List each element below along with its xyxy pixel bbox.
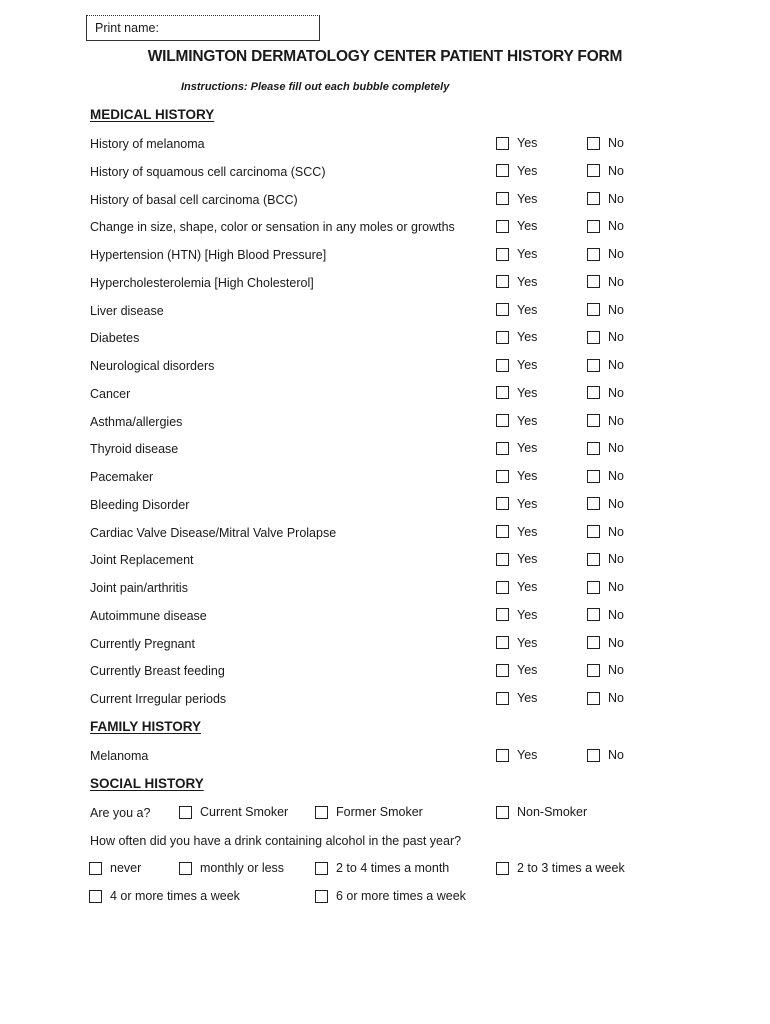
yes-option[interactable]: [496, 552, 537, 566]
question-label: Liver disease: [90, 303, 164, 318]
alcohol-option[interactable]: 2 to 3 times a week: [496, 861, 625, 875]
no-checkbox[interactable]: [587, 525, 600, 538]
yes-label: Yes: [517, 219, 538, 234]
social-history-heading: SOCIAL HISTORY: [90, 776, 204, 791]
yes-checkbox[interactable]: [496, 497, 509, 510]
question-label: History of melanoma: [90, 137, 205, 151]
yes-checkbox[interactable]: [496, 275, 509, 288]
no-checkbox[interactable]: [587, 608, 600, 621]
print-name-field[interactable]: [86, 15, 320, 41]
yes-option[interactable]: [496, 219, 537, 233]
yes-checkbox[interactable]: [496, 470, 509, 483]
yes-checkbox[interactable]: [496, 692, 509, 705]
yes-label: Yes: [517, 607, 538, 622]
checkbox[interactable]: [179, 862, 192, 875]
yes-label: Yes: [517, 191, 538, 206]
no-label: No: [608, 441, 624, 456]
yes-checkbox[interactable]: [496, 553, 509, 566]
question-label: Cancer: [90, 386, 131, 401]
yes-checkbox[interactable]: [496, 331, 509, 344]
yes-option[interactable]: [496, 164, 537, 178]
alcohol-option[interactable]: 2 to 4 times a month: [315, 861, 449, 875]
no-option[interactable]: [587, 219, 624, 233]
no-checkbox[interactable]: [587, 192, 600, 205]
yes-label: Yes: [517, 635, 538, 650]
no-option[interactable]: [587, 275, 624, 289]
print-name-label: Print name:: [95, 21, 159, 35]
no-checkbox[interactable]: [587, 137, 600, 150]
question-label: Thyroid disease: [90, 442, 179, 457]
no-label: No: [608, 748, 624, 762]
no-label: No: [608, 330, 624, 345]
yes-label: Yes: [517, 441, 538, 456]
no-option[interactable]: [587, 691, 624, 705]
no-checkbox[interactable]: [587, 386, 600, 399]
yes-option[interactable]: [496, 330, 537, 344]
no-option[interactable]: [587, 136, 624, 150]
yes-option[interactable]: [496, 275, 537, 289]
no-label: No: [608, 163, 624, 178]
medical-history-heading: MEDICAL HISTORY: [90, 107, 215, 122]
no-option[interactable]: [587, 441, 624, 455]
yes-option[interactable]: [496, 441, 537, 455]
question-label: Asthma/allergies: [90, 414, 183, 429]
no-option[interactable]: [587, 608, 624, 622]
no-option[interactable]: [587, 469, 624, 483]
yes-checkbox[interactable]: [496, 220, 509, 233]
no-option[interactable]: [587, 358, 624, 372]
question-label: History of basal cell carcinoma (BCC): [90, 192, 298, 207]
yes-option[interactable]: [496, 303, 537, 317]
no-option[interactable]: [587, 303, 624, 317]
no-checkbox[interactable]: [587, 692, 600, 705]
no-checkbox[interactable]: [587, 636, 600, 649]
no-checkbox[interactable]: [587, 497, 600, 510]
no-label: No: [608, 274, 624, 289]
question-label: Cardiac Valve Disease/Mitral Valve Prolapse: [90, 525, 337, 540]
no-option[interactable]: [587, 663, 624, 677]
no-label: No: [608, 247, 624, 261]
no-option[interactable]: [587, 247, 624, 261]
question-label: Pacemaker: [90, 470, 154, 484]
yes-checkbox[interactable]: [496, 636, 509, 649]
no-label: No: [608, 413, 624, 428]
no-label: No: [608, 385, 624, 400]
smoker-option[interactable]: Non-Smoker: [496, 805, 587, 819]
yes-label: Yes: [517, 247, 538, 261]
no-option[interactable]: [587, 330, 624, 344]
yes-label: Yes: [517, 496, 538, 511]
no-label: No: [608, 524, 624, 539]
no-option[interactable]: [587, 497, 624, 511]
yes-checkbox[interactable]: [496, 608, 509, 621]
question-label: History of squamous cell carcinoma (SCC): [90, 164, 326, 179]
question-label: Diabetes: [90, 331, 140, 346]
question-label: Currently Breast feeding: [90, 664, 225, 679]
question-label: Bleeding Disorder: [90, 497, 190, 512]
no-option[interactable]: [587, 636, 624, 650]
no-option[interactable]: [587, 580, 624, 594]
no-checkbox[interactable]: [587, 581, 600, 594]
smoker-question: Are you a?: [90, 806, 151, 820]
yes-checkbox[interactable]: [496, 581, 509, 594]
yes-checkbox[interactable]: [496, 164, 509, 177]
question-label: Neurological disorders: [90, 359, 215, 373]
yes-checkbox[interactable]: [496, 248, 509, 261]
no-label: No: [608, 691, 624, 705]
family-history-heading: FAMILY HISTORY: [90, 719, 202, 734]
no-checkbox[interactable]: [587, 220, 600, 233]
no-label: No: [608, 136, 624, 150]
no-option[interactable]: [587, 192, 624, 206]
alcohol-question: How often did you have a drink containing alcohol in the past year?: [90, 834, 462, 848]
no-checkbox[interactable]: [587, 749, 600, 762]
yes-label: Yes: [517, 469, 538, 483]
checkbox[interactable]: [315, 890, 328, 903]
yes-option[interactable]: [496, 469, 537, 483]
no-label: No: [608, 496, 624, 511]
yes-option[interactable]: [496, 748, 537, 762]
no-checkbox[interactable]: [587, 553, 600, 566]
yes-option[interactable]: [496, 386, 537, 400]
yes-checkbox[interactable]: [496, 386, 509, 399]
yes-label: Yes: [517, 748, 538, 762]
no-option[interactable]: [587, 748, 624, 762]
yes-option[interactable]: [496, 497, 537, 511]
yes-label: Yes: [517, 274, 538, 289]
no-checkbox[interactable]: [587, 442, 600, 455]
question-label: Joint pain/arthritis: [90, 581, 188, 595]
no-label: No: [608, 580, 624, 594]
alcohol-option[interactable]: monthly or less: [179, 861, 284, 875]
yes-label: Yes: [517, 358, 538, 372]
checkbox[interactable]: [179, 806, 192, 819]
yes-checkbox[interactable]: [496, 303, 509, 316]
no-label: No: [608, 469, 624, 483]
no-checkbox[interactable]: [587, 248, 600, 261]
yes-checkbox[interactable]: [496, 525, 509, 538]
question-label: Autoimmune disease: [90, 608, 207, 623]
smoker-option[interactable]: Former Smoker: [315, 805, 423, 819]
instructions: Instructions: Please fill out each bubble completely: [181, 81, 450, 93]
yes-option[interactable]: [496, 414, 537, 428]
smoker-option[interactable]: Current Smoker: [179, 805, 288, 819]
alcohol-option[interactable]: 4 or more times a week: [89, 889, 240, 903]
alcohol-option[interactable]: 6 or more times a week: [315, 889, 466, 903]
yes-label: Yes: [517, 163, 538, 178]
no-checkbox[interactable]: [587, 164, 600, 177]
yes-checkbox[interactable]: [496, 442, 509, 455]
no-option[interactable]: [587, 552, 624, 566]
question-label: Change in size, shape, color or sensation in any moles or growths: [90, 220, 455, 235]
no-label: No: [608, 552, 624, 567]
form-title: WILMINGTON DERMATOLOGY CENTER PATIENT HISTORY FORM: [147, 48, 623, 65]
yes-label: Yes: [517, 302, 538, 317]
no-label: No: [608, 219, 624, 234]
no-option[interactable]: [587, 414, 624, 428]
yes-label: Yes: [517, 663, 538, 678]
yes-option[interactable]: [496, 691, 537, 705]
no-checkbox[interactable]: [587, 359, 600, 372]
checkbox[interactable]: [89, 862, 102, 875]
yes-option[interactable]: [496, 663, 537, 677]
no-checkbox[interactable]: [587, 470, 600, 483]
yes-option[interactable]: [496, 358, 537, 372]
yes-checkbox[interactable]: [496, 359, 509, 372]
no-checkbox[interactable]: [587, 303, 600, 316]
yes-option[interactable]: [496, 192, 537, 206]
no-label: No: [608, 663, 624, 678]
yes-option[interactable]: [496, 580, 537, 594]
yes-option[interactable]: [496, 636, 537, 650]
no-label: No: [608, 302, 624, 317]
yes-label: Yes: [517, 580, 538, 594]
yes-checkbox[interactable]: [496, 664, 509, 677]
no-checkbox[interactable]: [587, 331, 600, 344]
question-label: Hypercholesterolemia [High Cholesterol]: [90, 275, 314, 290]
no-option[interactable]: [587, 525, 624, 539]
yes-checkbox[interactable]: [496, 192, 509, 205]
yes-label: Yes: [517, 136, 538, 150]
question-label: Currently Pregnant: [90, 636, 195, 651]
question-label: Hypertension (HTN) [High Blood Pressure]: [90, 248, 327, 262]
yes-label: Yes: [517, 385, 538, 400]
checkbox[interactable]: [496, 806, 509, 819]
question-label: Melanoma: [90, 749, 149, 763]
no-label: No: [608, 635, 624, 650]
yes-option[interactable]: [496, 525, 537, 539]
no-option[interactable]: [587, 164, 624, 178]
no-option[interactable]: [587, 386, 624, 400]
yes-label: Yes: [517, 552, 538, 567]
no-label: No: [608, 358, 624, 372]
yes-label: Yes: [517, 691, 538, 705]
checkbox[interactable]: [496, 862, 509, 875]
alcohol-option[interactable]: never: [89, 861, 141, 875]
checkbox[interactable]: [315, 862, 328, 875]
yes-label: Yes: [517, 330, 538, 345]
no-checkbox[interactable]: [587, 414, 600, 427]
checkbox[interactable]: [89, 890, 102, 903]
yes-option[interactable]: [496, 136, 537, 150]
yes-checkbox[interactable]: [496, 137, 509, 150]
question-label: Joint Replacement: [90, 553, 194, 568]
question-label: Current Irregular periods: [90, 692, 227, 706]
yes-option[interactable]: [496, 247, 537, 261]
yes-label: Yes: [517, 524, 538, 539]
yes-option[interactable]: [496, 608, 537, 622]
yes-checkbox[interactable]: [496, 749, 509, 762]
no-label: No: [608, 607, 624, 622]
no-checkbox[interactable]: [587, 664, 600, 677]
yes-checkbox[interactable]: [496, 414, 509, 427]
checkbox[interactable]: [315, 806, 328, 819]
no-label: No: [608, 191, 624, 206]
no-checkbox[interactable]: [587, 275, 600, 288]
yes-label: Yes: [517, 413, 538, 428]
